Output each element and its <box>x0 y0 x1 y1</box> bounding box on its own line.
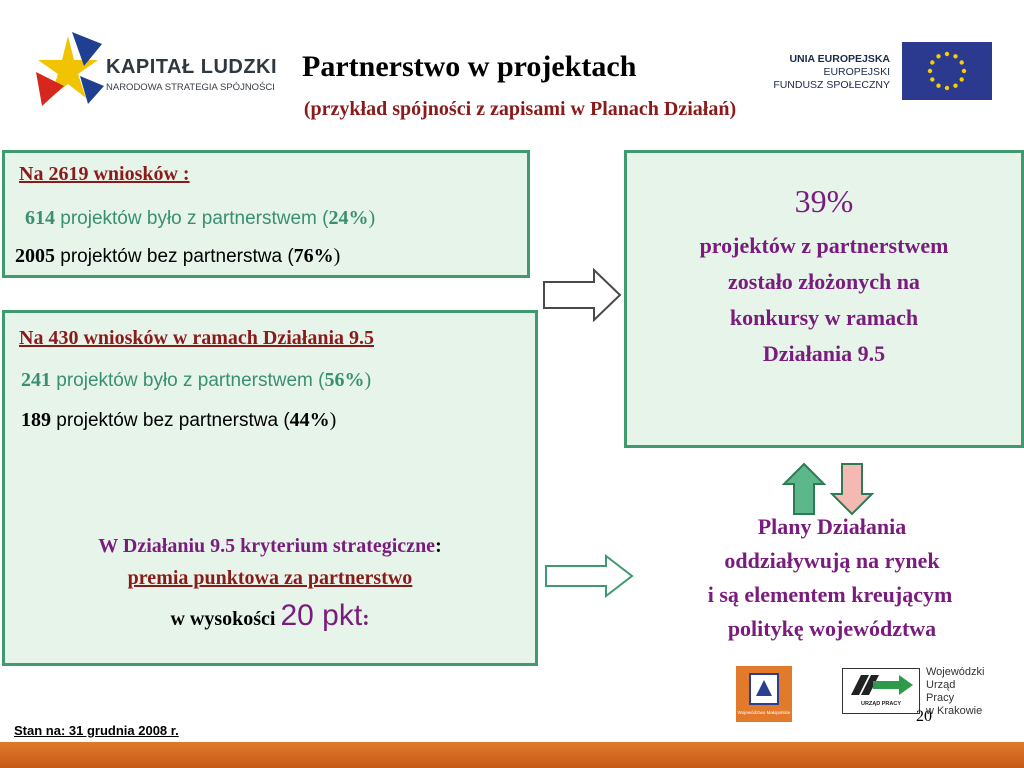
wup-name-line4: w Krakowie <box>926 705 983 717</box>
box2-criteria-colon: : <box>435 535 442 557</box>
box2-pct-with: 56% <box>324 369 365 391</box>
box2-criteria-amount-label: w wysokości <box>170 608 281 630</box>
eu-star-icon <box>936 84 940 88</box>
eu-flag-icon <box>902 42 992 100</box>
page-subtitle: (przykład spójności z zapisami w Planach Działań) <box>303 98 737 120</box>
box1-text-without: projektów bez partnerstwa ( <box>55 246 294 267</box>
eu-star-icon <box>928 69 932 73</box>
eu-star-icon <box>962 69 966 73</box>
box2-criteria-line1 <box>5 535 535 558</box>
plans-line3: i są elementem kreującym <box>707 582 953 607</box>
box2-paren-with: ) <box>364 369 372 391</box>
eu-text-line3: FUNDUSZ SPOŁECZNY <box>773 79 890 91</box>
box2-text-without: projektów bez partnerstwa ( <box>51 410 290 431</box>
down-arrow-icon <box>830 462 874 516</box>
kapital-ludzki-tagline: NARODOWA STRATEGIA SPÓJNOŚCI <box>106 82 275 93</box>
box2-criteria-label: W Działaniu 9.5 kryterium strategiczne <box>98 535 436 557</box>
kapital-ludzki-name: KAPITAŁ LUDZKI <box>106 56 278 78</box>
box2-criteria-points-line <box>5 599 535 633</box>
eu-star-icon <box>945 52 949 56</box>
box2-heading: Na 430 wniosków w ramach Działania 9.5 <box>19 327 375 349</box>
box1-pct-without: 76% <box>293 245 334 267</box>
box3-line3: konkursy w ramach <box>729 305 919 330</box>
plans-line2: oddziaływują na rynek <box>724 548 940 573</box>
box1-paren-without: ) <box>333 245 341 267</box>
eu-star-icon <box>953 84 957 88</box>
plans-line4: politykę województwa <box>727 616 937 641</box>
box3-line1: projektów z partnerstwem <box>699 233 949 258</box>
box3-line2: zostało złożonych na <box>728 269 920 294</box>
box2-count-with: 241 <box>21 369 51 391</box>
wup-arrow-icon <box>843 669 919 701</box>
box2-line-with-partnership <box>21 369 371 392</box>
kapital-ludzki-star-icon <box>28 26 108 110</box>
eu-star-icon <box>960 77 964 81</box>
right-arrow-icon <box>542 268 622 322</box>
page-number: 20 <box>916 708 932 725</box>
wup-logo-badge <box>842 668 920 714</box>
box1-count-with: 614 <box>25 207 55 229</box>
eu-star-icon <box>953 54 957 58</box>
box1-text-with: projektów było z partnerstwem ( <box>55 208 329 229</box>
box2-line-without-partnership <box>21 409 336 432</box>
right-arrow-icon <box>544 554 634 598</box>
box2-paren-without: ) <box>329 409 337 431</box>
box1-pct-with: 24% <box>328 207 369 229</box>
eu-star-icon <box>936 54 940 58</box>
box2-pct-without: 44% <box>289 409 330 431</box>
box3-percent: 39% <box>794 183 854 219</box>
box1-line-without-partnership <box>15 245 340 268</box>
eu-star-icon <box>930 77 934 81</box>
wup-name-line2: Urząd <box>926 679 956 691</box>
result-box-39-percent <box>624 150 1024 448</box>
malopolska-crest-icon <box>736 666 792 712</box>
malopolska-logo <box>736 666 792 722</box>
wup-name-line1: Wojewódzki <box>926 666 985 678</box>
box3-line4: Działania 9.5 <box>762 341 886 366</box>
box1-heading: Na 2619 wniosków : <box>19 163 190 185</box>
box1-paren-with: ) <box>368 207 376 229</box>
up-arrow-icon <box>782 462 826 516</box>
wup-badge-label: URZĄD PRACY <box>860 701 902 707</box>
box1-line-with-partnership <box>25 207 375 230</box>
box2-criteria-points-colon: : <box>362 605 370 630</box>
box1-count-without: 2005 <box>15 245 55 267</box>
status-date: Stan na: 31 grudnia 2008 r. <box>14 723 179 738</box>
malopolska-label: Województwo Małopolskie <box>737 710 791 715</box>
page-title: Partnerstwo w projektach <box>302 50 637 83</box>
wup-name-line3: Pracy <box>926 692 955 704</box>
box2-criteria-points: 20 pkt <box>280 599 363 632</box>
summary-box-all-applications <box>2 150 530 278</box>
eu-star-icon <box>960 60 964 64</box>
eu-text-line2: EUROPEJSKI <box>823 66 890 78</box>
eu-text-line1: UNIA EUROPEJSKA <box>789 53 890 65</box>
eu-star-icon <box>945 86 949 90</box>
footer-bar <box>0 742 1024 768</box>
plans-line1: Plany Działania <box>757 514 907 539</box>
box2-criteria-bonus: premia punktowa za partnerstwo <box>127 567 413 589</box>
box2-text-with: projektów było z partnerstwem ( <box>51 370 325 391</box>
summary-box-measure-95 <box>2 310 538 666</box>
box2-count-without: 189 <box>21 409 51 431</box>
eu-star-icon <box>930 60 934 64</box>
